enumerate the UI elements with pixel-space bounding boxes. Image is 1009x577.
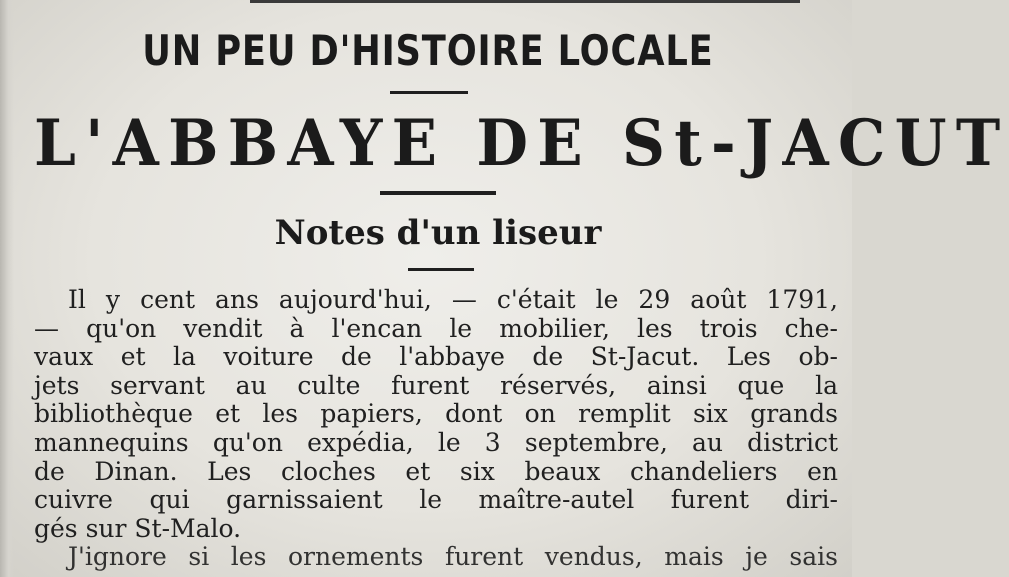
body-line: cuivre qui garnissaient le maître-autel furent diri- [34, 485, 838, 515]
body-line: vaux et la voiture de l'abbaye de St-Jacut. Les ob- [34, 342, 838, 372]
kicker-heading [70, 26, 786, 75]
body-line: gés sur St-Malo. [34, 513, 242, 543]
body-line: J'ignore si les ornements furent vendus, mais je sais [68, 542, 838, 572]
body-line: — qu'on vendit à l'encan le mobilier, les trois che- [34, 313, 838, 343]
article-body [34, 286, 838, 572]
body-line: de Dinan. Les cloches et six beaux chandeliers en [34, 456, 838, 486]
top-border-rule [250, 0, 800, 3]
kicker-text: UN PEU D'HISTOIRE LOCALE [142, 26, 714, 75]
article-headline: L'ABBAYE DE St-JACUT [34, 106, 1009, 181]
body-line: jets servant au culte furent réservés, ainsi que la [34, 370, 838, 400]
body-line: Il y cent ans aujourd'hui, — c'était le 29 août 1791, [68, 285, 838, 314]
body-line: bibliothèque et les papiers, dont on remplit six grands [34, 399, 838, 429]
divider-rule [380, 191, 496, 195]
divider-rule [408, 268, 474, 271]
divider-rule [390, 91, 468, 94]
body-line: mannequins qu'on expédia, le 3 septembre, au district [34, 427, 838, 457]
page-edge-shadow [0, 0, 14, 577]
article-subheading: Notes d'un liseur [274, 213, 602, 253]
